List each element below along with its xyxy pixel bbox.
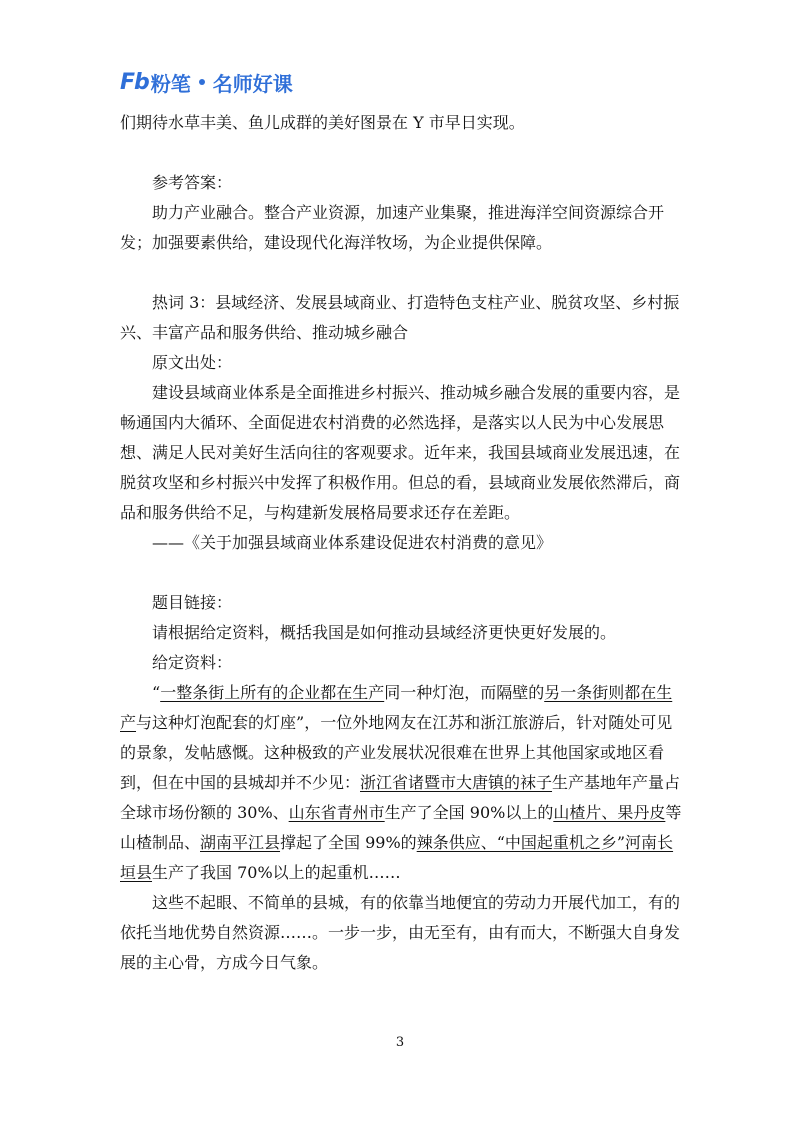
- document-body: [120, 108, 682, 978]
- underlined-phrase: 山东省青州市: [288, 803, 385, 822]
- source-heading: 原文出处：: [152, 353, 233, 372]
- brand-separator-dot: [199, 79, 205, 85]
- page-number: 3: [395, 1035, 405, 1050]
- brand-subtitle: 名师好课: [212, 71, 293, 96]
- spacer: [120, 138, 682, 168]
- hotword-title: 热词 3：县域经济、发展县域商业、打造特色支柱产业、脱贫攻坚、乡村振兴、丰富产品和服务供给、推动城乡融合: [120, 293, 680, 342]
- underlined-phrase: 湖南平江县: [200, 833, 281, 852]
- material-heading: 给定资料：: [152, 653, 233, 672]
- text-segment: 与这种灯泡配套的灯座”，一位外地网友在江苏和浙江旅游后，针对随处可见的景象，发帖感慨。这种极致的产业发展状况很难在世界上其他国家或地区看到，但在中国的县城却并不少见：: [120, 713, 673, 792]
- answer-text: 助力产业融合。整合产业资源，加速产业集聚，推进海洋空间资源综合开发；加强要素供给，建设现代化海洋牧场，为企业提供保障。: [120, 203, 665, 252]
- spacer: [120, 558, 682, 588]
- question-text: 请根据给定资料，概括我国是如何推动县域经济更快更好发展的。: [152, 623, 617, 642]
- text-segment: 生产基地年产量占全球市场份额的 30%、: [120, 773, 681, 822]
- brand-mark: Fb: [120, 69, 149, 95]
- text-segment: 生产了全国 90%以上的: [384, 803, 554, 822]
- underlined-phrase: 一整条街上所有的企业都在生产: [160, 683, 385, 702]
- underlined-phrase: 浙江省诸暨市大唐镇的袜子: [360, 773, 553, 792]
- answer-heading: 参考答案：: [152, 173, 233, 192]
- brand-name: 粉笔: [150, 71, 191, 96]
- link-heading: 题目链接：: [152, 593, 233, 612]
- material-paragraph-2: 这些不起眼、不简单的县城，有的依靠当地便宜的劳动力开展代加工，有的依托当地优势自然资源……。一步一步，由无至有，由有而大，不断强大自身发展的主心骨，方成今日气象。: [120, 893, 681, 972]
- spacer: [120, 258, 682, 288]
- continuation-text: 们期待水草丰美、鱼儿成群的美好图景在 Y 市早日实现。: [120, 113, 525, 132]
- text-segment: 撑起了全国 99%的: [280, 833, 417, 852]
- source-citation: ——《关于加强县域商业体系建设促进农村消费的意见》: [152, 533, 553, 552]
- text-segment: 生产了我国 70%以上的起重机……: [152, 863, 401, 882]
- text-segment: “: [152, 683, 161, 702]
- underlined-phrase: 山楂片、果丹皮: [553, 803, 666, 822]
- source-text: 建设县域商业体系是全面推进乡村振兴、推动城乡融合发展的重要内容，是畅通国内大循环、全面促进农村消费的必然选择，是落实以人民为中心发展思想、满足人民对美好生活向往的客观要求。近年来，我国县域商业发展迅速，在脱贫攻坚和乡村振兴中发挥了积极作用。但总的看，县域商业发展依然滞后，商品和服务供给不足，与构建新发展格局要求还存在差距。: [120, 383, 681, 522]
- material-paragraph-1: [120, 678, 682, 888]
- underlined-phrase: 辣条供应、“中国起重机之乡”河南长垣县: [120, 833, 674, 882]
- text-segment: 等山楂制品、: [120, 803, 682, 852]
- brand-logo: [120, 66, 293, 98]
- text-segment: 同一种灯泡，而隔壁的: [384, 683, 545, 702]
- underlined-phrase: 另一条街则都在生产: [120, 683, 673, 732]
